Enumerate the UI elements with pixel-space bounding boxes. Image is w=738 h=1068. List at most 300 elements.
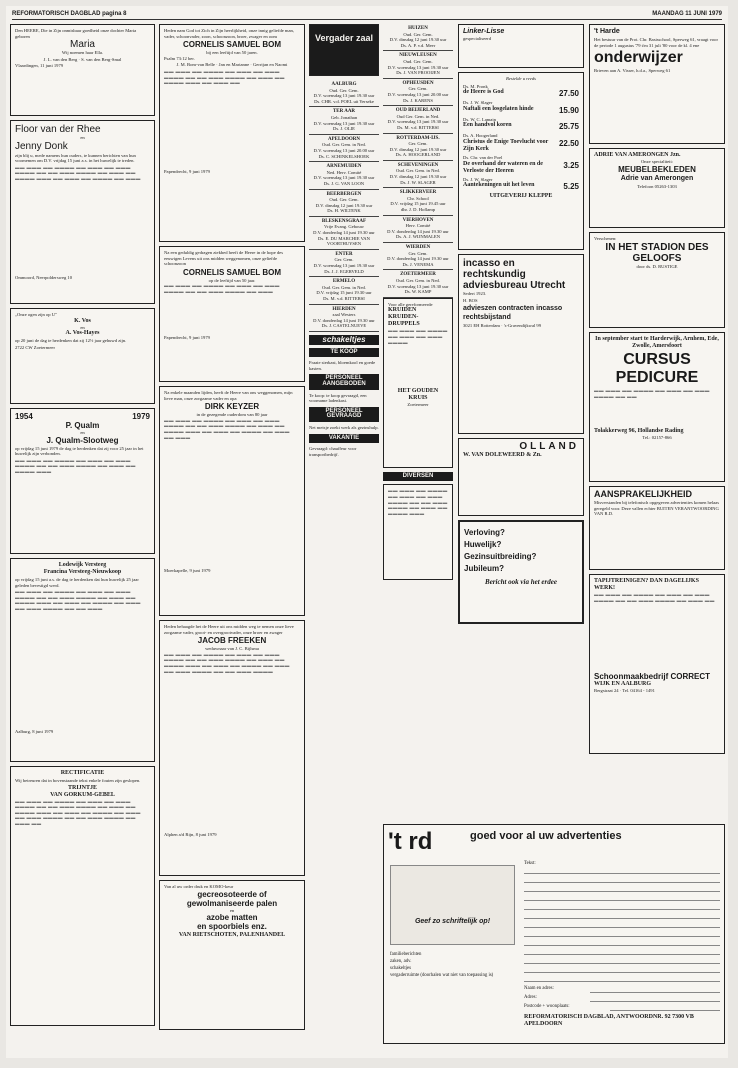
deceased-name: JACOB FREEKEN [197,636,267,646]
service-preacher: Ds. J. VENEMA [402,261,434,267]
book-price: 27.50 [558,89,579,99]
child-name: Maria [69,39,95,51]
service-preacher: Ds. A. J. WIJNMALEN [395,234,441,240]
return-address: REFORMATORISCH DAGBLAD, ANTWOORDNR. 92 7300 VB APELDOORN [524,1014,694,1027]
notice-body: op vrijdag 15 juni 1979 de dag te herdenken dat zij voor 25 jaar in het huwelijk zijn verbonden. [15,445,144,457]
column-6 [589,24,725,758]
upholstery-ad [589,148,725,228]
ad-phone: Tel.: 02157-866 [642,435,672,440]
ad-address: Bergstraat 24 · Tel. 04164 - 1491 [594,688,655,693]
book-price: 3.25 [563,160,579,170]
notice-sub: bij een leeftijd van 50 jaren. [206,50,258,56]
deceased-name: CORNELIS SAMUEL BOM [182,40,282,50]
notice-intro: Heden nam God tot Zich in Zijn heerlijkheid, onze innig geliefde man, vader, schoonvader, zoon, schoonzoon, broer, zwager en oom [164,28,294,39]
event-item: Huwelijk? [464,540,502,549]
family: J. M. Bom-van Belle · Jan en Marianne · Gerrijan en Naomi [176,62,288,68]
book-release-ad [589,232,725,328]
service-church: Ger. Gem. [334,257,354,263]
service-church: Chr. School [407,195,429,201]
service-preacher: Ds. J. OLIE [333,126,355,132]
ad-filler: ▬▬ ▬▬▬ ▬▬ ▬▬▬▬ ▬▬ ▬▬▬ ▬▬ ▬▬▬ ▬▬▬▬ ▬▬ ▬▬ ▬▬▬ ▬▬▬▬ ▬▬ ▬▬▬ ▬▬ [594,592,715,603]
rectification-title: RECTIFICATIE [60,770,105,776]
service-church: Oud. Ger. Gem. in Ned. [396,277,440,283]
service-preacher: dhr. J. D. Hoflamp [400,207,436,213]
book-list [463,84,579,192]
service-date: D.V. woensdag 13 juni 19.30 uur [387,119,449,125]
book-item [463,84,579,99]
book-item [463,133,579,153]
service-date: D.V. dinsdag 12 juni 19.30 uur [389,146,447,152]
column-4 [383,24,453,584]
service-date: D.V. woensdag 13 juni 20.00 uur [313,147,375,153]
service-date: D.V. woensdag 13 juni 19.30 uur [313,120,375,126]
jubilee-notice [10,408,155,554]
classified-ad: Net meisje zoekt werk als gezinshulp. [309,424,379,430]
year-start: 1954 [15,412,33,421]
classified-category: PERSONEEL GEVRAAGD [309,407,379,422]
book-price: 5.25 [563,182,579,192]
service-town: HIERDEN [332,306,356,312]
service-list [309,80,379,332]
classified-category: TE KOOP [309,348,379,358]
service-item [309,80,379,107]
service-item [383,161,453,188]
service-church: Oud. Ger. Gem. [403,58,433,64]
books-ad [458,72,584,250]
book-title: de Heere is God [463,89,504,96]
vacancy-place: 't Harde [594,28,620,35]
service-preacher: Ds. J. G. VAN LOON [323,180,365,186]
deceased-name: TRIJNTJE [67,784,97,791]
family-events-ad [458,520,584,624]
service-town: AALBURG [331,82,357,87]
classifieds-banner: schakeltjes [309,335,379,345]
service-preacher: Ds. A. P. v.d. Meer [400,42,436,48]
wife-name: Francina Versteeg-Nieuwkoop [43,569,122,575]
service-date: D.V. woensdag 13 juni 19.30 uur [387,64,449,70]
service-church: Vrije Evang. Gebouw [324,224,364,230]
service-town: ARNEMUIDEN [326,164,362,170]
service-town: BLESKENSGRAAF [321,218,367,224]
service-item [309,190,379,217]
notice-sub: weduwnaar van J. C. Bijlsma [205,646,259,652]
service-date: D.V. donderdag 14 juni 19.30 uur [387,228,449,234]
notice-address: Ommoord, Neerpoldersweg 10 [15,274,73,280]
book-item [463,155,579,175]
order-form [383,824,725,1044]
service-church: zaal Westers [332,312,356,318]
notice-intro: Heden behaagde het de Heere uit ons midden weg te nemen onze lieve zorgzame vader, groot- en overgrootvader, onze broer en zwager [164,624,294,635]
category-option[interactable]: schakeltjes [390,966,412,971]
service-preacher: Ds. J. VAN FROOIJEN [396,70,440,76]
ad-firm: Schoonmaakbedrijf CORRECT [594,672,711,681]
ad-line: azobe matten [206,913,258,923]
notice-filler: ▬▬ ▬▬▬ ▬▬ ▬▬▬▬ ▬▬ ▬▬▬ ▬▬ ▬▬▬ ▬▬▬▬ ▬▬ ▬▬ ▬▬▬ ▬▬▬▬ ▬▬ ▬▬▬ ▬▬ ▬▬▬▬ ▬▬▬ ▬▬ ▬▬▬ ▬▬ ▬▬▬▬ ▬▬ ▬▬▬ ▬▬ ▬▬▬ ▬▬▬▬ ▬▬ ▬▬ ▬▬▬ ▬▬▬▬ [164,651,290,674]
service-item [309,135,379,162]
logo-text: Vergader zaal [314,33,374,43]
text-line[interactable] [524,930,720,937]
service-date: D.V. woensdag 13 juni 19.30 uur [387,283,449,289]
ad-place: WIJK EN AALBURG [594,681,652,687]
book-row [463,182,579,191]
service-date: D.V. vrijdag 15 juni 19.30 uur [316,290,372,296]
category-option[interactable]: vergaderruimte (doorhalen wat niet van toepassing is) [390,973,494,978]
service-item [309,250,379,277]
book-author: Ds. J. W. Slager [463,100,493,106]
service-item [309,107,379,134]
hand-illustration [390,865,515,945]
classified-category: VAKANTIE [309,434,379,444]
diversen-banner: DIVERSEN [383,472,453,482]
text-line[interactable] [524,894,720,901]
service-town: TER AAR [332,109,356,115]
notice-date: Papendrecht, 9 juni 1979 [164,168,210,174]
book-price: 15.90 [558,105,579,115]
masthead-left: REFORMATORISCH DAGBLAD pagina 8 [12,11,127,17]
form-fields [524,861,720,1029]
vacancy-contact: Brieven aan A. Visser, h.d.a., Sperweg 61 [594,68,671,74]
notice-filler: ▬▬ ▬▬▬ ▬▬ ▬▬▬▬ ▬▬ ▬▬▬ ▬▬ ▬▬▬ ▬▬▬▬ ▬▬ ▬▬ ▬▬▬ ▬▬▬▬ ▬▬ ▬▬▬ ▬▬ ▬▬▬▬ ▬▬▬ [15,457,136,474]
text-line[interactable] [524,975,720,982]
deceased-name: DIRK KEYZER [204,402,260,412]
service-preacher: Ds. A. HOOGERLAND [395,152,441,158]
service-item [383,51,453,78]
ad-firm: ADRIE VAN AMERONGEN Jzn. [594,152,681,158]
service-town: APELDOORN [328,136,360,142]
service-date: D.V. donderdag 14 juni 19.30 uur [313,317,375,323]
service-item [383,216,453,243]
incasso-title: incasso en rechtskundig adviesbureau Utrecht [463,258,566,291]
husband-name: P. Qualm [65,421,100,430]
service-church: Oud. Ger. Gem. [403,31,433,37]
notice-date: Moerkapelle, 9 juni 1979 [164,567,211,573]
service-item [383,79,453,106]
diversen-ad [383,484,453,580]
ad-title: TAPIJTREINIGEN? DAN DAGELIJKS WERK! [594,578,699,591]
service-town: VIERHOVEN [402,217,434,223]
service-item [383,188,453,215]
service-town: WIERDEN [405,245,431,250]
form-title: goed voor al uw advertenties [470,830,622,842]
shop-name: HET GOUDEN KRUIS [397,388,439,402]
service-item [309,277,379,304]
service-town: OUD BEIJERLAND [395,108,441,114]
notice-intro: Den HEERE, Die in Zijn onmisbaar goedheid onze dochter Maria geboren [15,28,137,39]
ad-title: OLLAND [519,441,579,452]
service-church: Ger. Gem. [408,86,428,92]
service-church: Oud. Ger. Gem. [329,87,359,93]
event-item: Jubileum? [464,564,505,573]
ad-title: IN HET STADION DES GELOOFS [605,241,709,264]
column-5 [458,24,584,628]
wife-name: A. Vos-Hayes [65,330,100,337]
text-line[interactable] [524,876,720,883]
ad-line: KRUIDEN-DRUPPELS [388,314,420,328]
rd-logo: 't rd [388,828,433,855]
notice-filler: ▬▬ ▬▬▬ ▬▬ ▬▬▬▬ ▬▬ ▬▬▬ ▬▬ ▬▬▬ ▬▬▬▬ ▬▬ ▬▬ ▬▬▬ ▬▬▬▬ ▬▬ ▬▬▬ [164,283,280,294]
death-notice-1 [159,24,305,242]
text-line[interactable] [524,912,720,919]
ad-title: CURSUS PEDICURE [615,351,699,386]
notice-intro: Na een geduldig gedragen ziekbed heeft de Heere in de hope des eeuwigen Levens uit ons midden weggenomen, onze geliefde schoonzoon [164,250,284,267]
notice-sub: Wij noemen haar Ella. [61,50,104,56]
notice-date: Vlaardingen, 11 juni 1979 [15,63,64,69]
service-church: Oud Ger. Gem. in Ned. [396,113,440,119]
book-row [463,139,579,153]
classified-ad: Gevraagd: chauffeur voor transportbedrijf. [309,446,357,457]
service-town: SLIKKERVEER [399,190,437,196]
service-town: ERMELO [332,279,356,285]
classified-ad: Fraaie sierkast, bloemkool en goede kasten. [309,360,376,371]
service-date: D.V. dinsdag 12 juni 19.30 uur [389,174,447,180]
service-preacher: Ds. CHR. v.d. POEL uit Yerseke [314,98,374,104]
book-title: De overhand der wateren en de Verloste der Heeren [463,160,543,174]
psalm-ref: Psalm 73:12 ber. [164,55,195,61]
column-3 [309,24,379,458]
husband-name: K. Vos [74,317,91,324]
service-date: D.V. dinsdag 12 juni 19.30 uur [389,37,447,43]
ad-title: MEUBELBEKLEDEN [618,164,696,174]
notice-body: op vrijdag 15 juni a.s. de dag te herdenken dat hun huwelijk 25 jaar geleden bevestigd werd. [15,577,139,588]
service-date: D.V. woensdag 13 juni 20.00 uur [387,91,449,97]
notice-filler: ▬▬ ▬▬▬ ▬▬ ▬▬▬▬ ▬▬ ▬▬▬ ▬▬ ▬▬▬ ▬▬▬▬ ▬▬ ▬▬ ▬▬▬ ▬▬▬▬ ▬▬ ▬▬▬ ▬▬ ▬▬▬▬ ▬▬▬ ▬▬ ▬▬▬ ▬▬ ▬▬▬▬ ▬▬ ▬▬▬ [15,164,141,181]
masthead-date: MAANDAG 11 JUNI 1979 [652,11,722,17]
notice-intro: Na enkele maanden lijden, heeft de Heere van ons weggenomen, mijn lieve man, onze zorgzame vader en opa [164,390,293,401]
category-option[interactable]: zaken, adv. [390,959,412,964]
pedicure-course-ad [589,332,725,482]
text-line[interactable] [524,939,720,946]
year-end: 1979 [132,412,150,421]
service-date: D.V. vrijdag 15 juni 19.45 uur [390,201,446,207]
ad-author: door ds. D. RUSTIGE [636,263,678,269]
parents: J. L. van den Berg · S. van den Berg-Smal [43,56,122,62]
ad-firm: W. VAN DOLEWEERD & Zn. [463,452,542,458]
service-town: SCHEVENINGEN [397,162,439,168]
masthead [12,10,722,20]
notice-date: Papendrecht, 9 juni 1979 [164,335,210,341]
wife-name: J. Qualm-Slootweg [46,435,119,445]
text-line[interactable] [524,903,720,910]
komo-ad [159,880,305,1030]
shop-place: Zoetermeer [407,402,429,408]
wedding-notice [10,120,155,304]
notice-body: Misverstanden bij telefonisch opgegeven advertenties komen helaas geregeld voor. Deze vallen echter BUITEN VERANTWOORDING VAN R.D. [594,500,720,517]
classified-ad: Te koop: te koop gevraagd, een voorname ladenkast. [309,392,367,404]
notice-body: Wij betreuren dat in bovenstaande tekst enkele fouten zijn geslopen. [15,778,141,783]
ad-line: en [229,907,235,913]
notice-date: Alphen a/d Rijn, 8 juni 1979 [164,831,217,837]
service-preacher: Ds. C. SCHINKELSHOEK [318,153,370,159]
classified-category: PERSONEEL AANGEBODEN [309,374,379,389]
book-author: Ds. J. W. Slager [463,176,493,182]
service-town: ENTER [335,251,353,257]
book-title: Christus de Enige Toevlucht voor Zijn Kerk [463,138,549,152]
linker-lisse-ad [458,24,584,68]
service-preacher: Ds. J. W. SLAGER [400,179,436,185]
ad-filler: ▬▬ ▬▬▬ ▬▬ ▬▬▬▬ ▬▬ ▬▬▬ ▬▬ ▬▬▬ ▬▬▬▬ [388,328,448,345]
service-church: Herv. Comité [405,223,431,229]
service-church: Ned. Herv. Comité [326,169,362,175]
books-heading: Bestelde u reeds [506,76,536,81]
ad-slogan: Bericht ook via het erdee [485,578,557,586]
book-author: Ds. A. Hoogerland [463,133,498,139]
ad-categories [390,951,515,980]
book-row [463,122,579,131]
service-church: Oud. Ger. Gem. in Ned. [396,168,440,174]
book-row [463,106,579,115]
husband-name: Lodewijk Versteeg [58,562,107,568]
service-item [383,134,453,161]
service-preacher: Ds. M. v.d. RITTERSI [397,124,439,130]
service-item [309,305,379,332]
book-row [463,161,579,175]
event-item: Verloving? [464,528,505,537]
notice-filler: ▬▬ ▬▬▬ ▬▬ ▬▬▬▬ ▬▬ ▬▬▬ ▬▬ ▬▬▬ ▬▬▬▬ ▬▬ ▬▬ ▬▬▬ ▬▬▬▬ ▬▬ ▬▬▬ ▬▬ ▬▬▬▬ ▬▬▬ ▬▬ ▬▬▬ ▬▬ ▬▬▬▬ ▬▬ ▬▬▬ ▬▬ ▬▬▬ ▬▬▬▬ ▬▬ ▬▬ ▬▬▬ [15,589,141,611]
service-church: Oud. Ger. Gem. in Ned. [322,284,366,290]
service-date: D.V. woensdag 13 juni 19.30 uur [313,93,375,99]
incasso-ad [458,254,584,434]
service-date: D.V. woensdag 13 juni 19.30 uur [313,263,375,269]
service-date: D.V. dinsdag 12 juni 19.30 uur [315,202,373,208]
ad-filler: ▬▬ ▬▬▬ ▬▬ ▬▬▬▬ ▬▬ ▬▬▬ ▬▬ ▬▬▬ ▬▬▬▬ ▬▬ ▬▬ [594,388,710,399]
death-notice-4 [159,620,305,876]
anniversary-notice [10,308,155,404]
service-preacher: Ds. J. CASTELNUEVE [321,323,367,329]
ad-line: gewolmaniseerde palen [186,898,278,908]
book-item [463,100,579,115]
ad-address: Tolakkerweg 96, Hollandse Rading [594,428,684,434]
postcode-field[interactable] [610,1004,720,1011]
notice-body: zijn blij u, mede namens hun ouders, te kunnen berichten van hun voornemen om D.V. vrijdag 15 juni a.s. in het huwelijk te treden. [15,152,136,164]
quote: „Onze ogen zijn op U" [15,312,57,317]
name-label: Naam en adres: [524,986,554,991]
ad-intro: Verschenen: [594,236,617,241]
text-line[interactable] [524,885,720,892]
herbs-ad [383,298,453,468]
incasso-address: 3021 EH Rotterdam · 's-Gravendijkwal 99 [463,323,542,329]
book-title: Aantekeningen uit het leven [463,182,535,189]
form-slogan: Geef zo schriftelijk op! [414,918,491,925]
notice-filler: ▬▬ ▬▬▬ ▬▬ ▬▬▬▬ ▬▬ ▬▬▬ ▬▬ ▬▬▬ ▬▬▬▬ ▬▬ ▬▬ ▬▬▬ ▬▬▬▬ ▬▬ ▬▬▬ ▬▬ ▬▬▬▬ ▬▬▬ ▬▬ ▬▬▬ ▬▬ ▬▬▬▬ ▬▬ ▬▬▬ ▬▬ ▬▬▬ [164,417,290,440]
incasso-since: Sedert 1923. [463,291,487,296]
text-line[interactable] [524,966,720,973]
address-field[interactable] [590,995,720,1002]
ad-intro: In september start te Harderwijk, Arnhem, Ede, Zwolle, Amersfoort [595,336,719,349]
text-line[interactable] [524,921,720,928]
service-church: Oud. Ger. Gem. [329,197,359,203]
ad-intro: Voor alle gereformeerde [388,301,433,307]
notice-sub: op de leeftijd van 50 jaar. [208,277,256,283]
ad-filler: ▬▬ ▬▬▬ ▬▬ ▬▬▬▬ ▬▬ ▬▬▬ ▬▬ ▬▬▬ ▬▬▬▬ ▬▬ ▬▬ ▬▬▬ ▬▬▬▬ ▬▬ ▬▬▬ ▬▬ ▬▬▬▬ ▬▬▬ [388,488,448,516]
notice-title: AANSPRAKELIJKHEID [594,489,693,499]
service-preacher: Ds. W. KAMP [404,289,432,295]
ad-title: Linker-Lisse [463,28,505,35]
death-notice-3 [159,386,305,616]
service-item [309,217,379,250]
book-author: Ds. W. C. Lamain [463,116,496,122]
book-author: Ds. M. Pronk [463,83,488,89]
vacancy-title: onderwijzer [594,49,683,67]
ad-line: KRUIDEN [388,307,417,314]
service-item [383,243,453,270]
service-town: ROTTERDAM-IJS. [396,135,440,141]
notice-filler: ▬▬ ▬▬▬ ▬▬ ▬▬▬▬ ▬▬ ▬▬▬ ▬▬ ▬▬▬ ▬▬▬▬ ▬▬ ▬▬ ▬▬▬ ▬▬▬▬ ▬▬ ▬▬▬ ▬▬ ▬▬▬▬ ▬▬▬ ▬▬ ▬▬▬ ▬▬ [164,68,285,86]
ad-intro: Van al uw order druk en KOMO-keur [164,884,234,889]
service-church: Oud. Ger. Gem. in Ned. [322,142,366,148]
ad-line: en spoorbiels enz. [197,922,267,932]
conjunction: en [80,324,85,330]
address-label: Adres: [524,995,537,1000]
book-item [463,177,579,192]
conjunction: en [80,430,85,435]
book-title: Een handvol koren [463,122,512,129]
service-item [383,270,453,297]
text-line[interactable] [524,948,720,955]
jubilee-notice-2 [10,558,155,762]
bride-name: Jenny Donk [15,140,68,152]
service-item [309,162,379,189]
service-date: D.V. donderdag 14 juni 19.30 uur [313,230,375,236]
conjunction: en [80,135,85,140]
ad-phone: Telefoon 05263-1303 [637,183,677,189]
service-town: NIEUWLEUSEN [399,53,437,59]
notice-body: op 20 juni de dag te herdenken dat zij 12½ jaar gehuwd zijn. [15,338,127,344]
book-item [463,117,579,132]
classifieds [309,348,379,458]
service-item [383,24,453,51]
book-author: Ds. Chr. van der Poel [463,154,503,160]
category-option[interactable]: familieberichten [390,952,422,957]
column-1 [10,24,155,1030]
rectification-notice [10,766,155,1026]
text-line[interactable] [524,867,720,874]
liability-notice [589,486,725,570]
name-field[interactable] [590,986,720,993]
service-date: D.V. woensdag 13 juni 19.30 uur [313,175,375,181]
birth-notice [10,24,155,116]
service-preacher: Ds. J. J. EGERVELD [324,268,364,274]
death-notice-2 [159,246,305,382]
cleaning-ad [589,574,725,754]
book-row [463,89,579,98]
service-list [383,24,453,298]
book-title: Naftali een losgelaten hinde [463,105,534,112]
service-town: OPHEUSDEN [402,80,434,86]
olland-ad [458,438,584,516]
groom-name: Floor van der Rhee [15,124,101,135]
service-date: D.V. donderdag 14 juni 19.30 uur [387,256,449,262]
text-line[interactable] [524,957,720,964]
book-price: 25.75 [558,122,579,132]
ad-firm: VAN RIETSCHOTEN, PALENHANDEL [178,932,286,939]
deceased-name: CORNELIS SAMUEL BOM [182,267,282,277]
service-church: Ger. Gem. [408,141,428,147]
deceased-surname: VAN GORKUM-GEBEL [50,791,115,798]
service-church: Ger. Gem. [408,250,428,256]
service-preacher: Ds. J. KARENS [403,97,433,103]
notice-sub: in de gezegende ouderdom van 80 jaar [196,412,268,418]
service-town: ZOETERMEER [400,272,436,278]
vacancy-body: Het bestuur van de Prot. Chr. Basisschool, Sperweg 61, vraagt voor de periode 1 augustus '79 t/m 31 juli '80 voor de kl. 4 ene [594,37,719,48]
incasso-firm: H. BOS [463,297,478,303]
publisher: UITGEVERIJ KLEPPE [489,193,553,200]
column-2 [159,24,305,1034]
ad-line: gecreosoteerde of [197,889,267,899]
service-preacher: Ds. M. v.d. RITTERSI [323,296,365,301]
service-church: Geb. Jonathan [330,114,358,120]
service-item [383,106,453,133]
ad-owner: Adrie van Amerongen [620,174,694,182]
